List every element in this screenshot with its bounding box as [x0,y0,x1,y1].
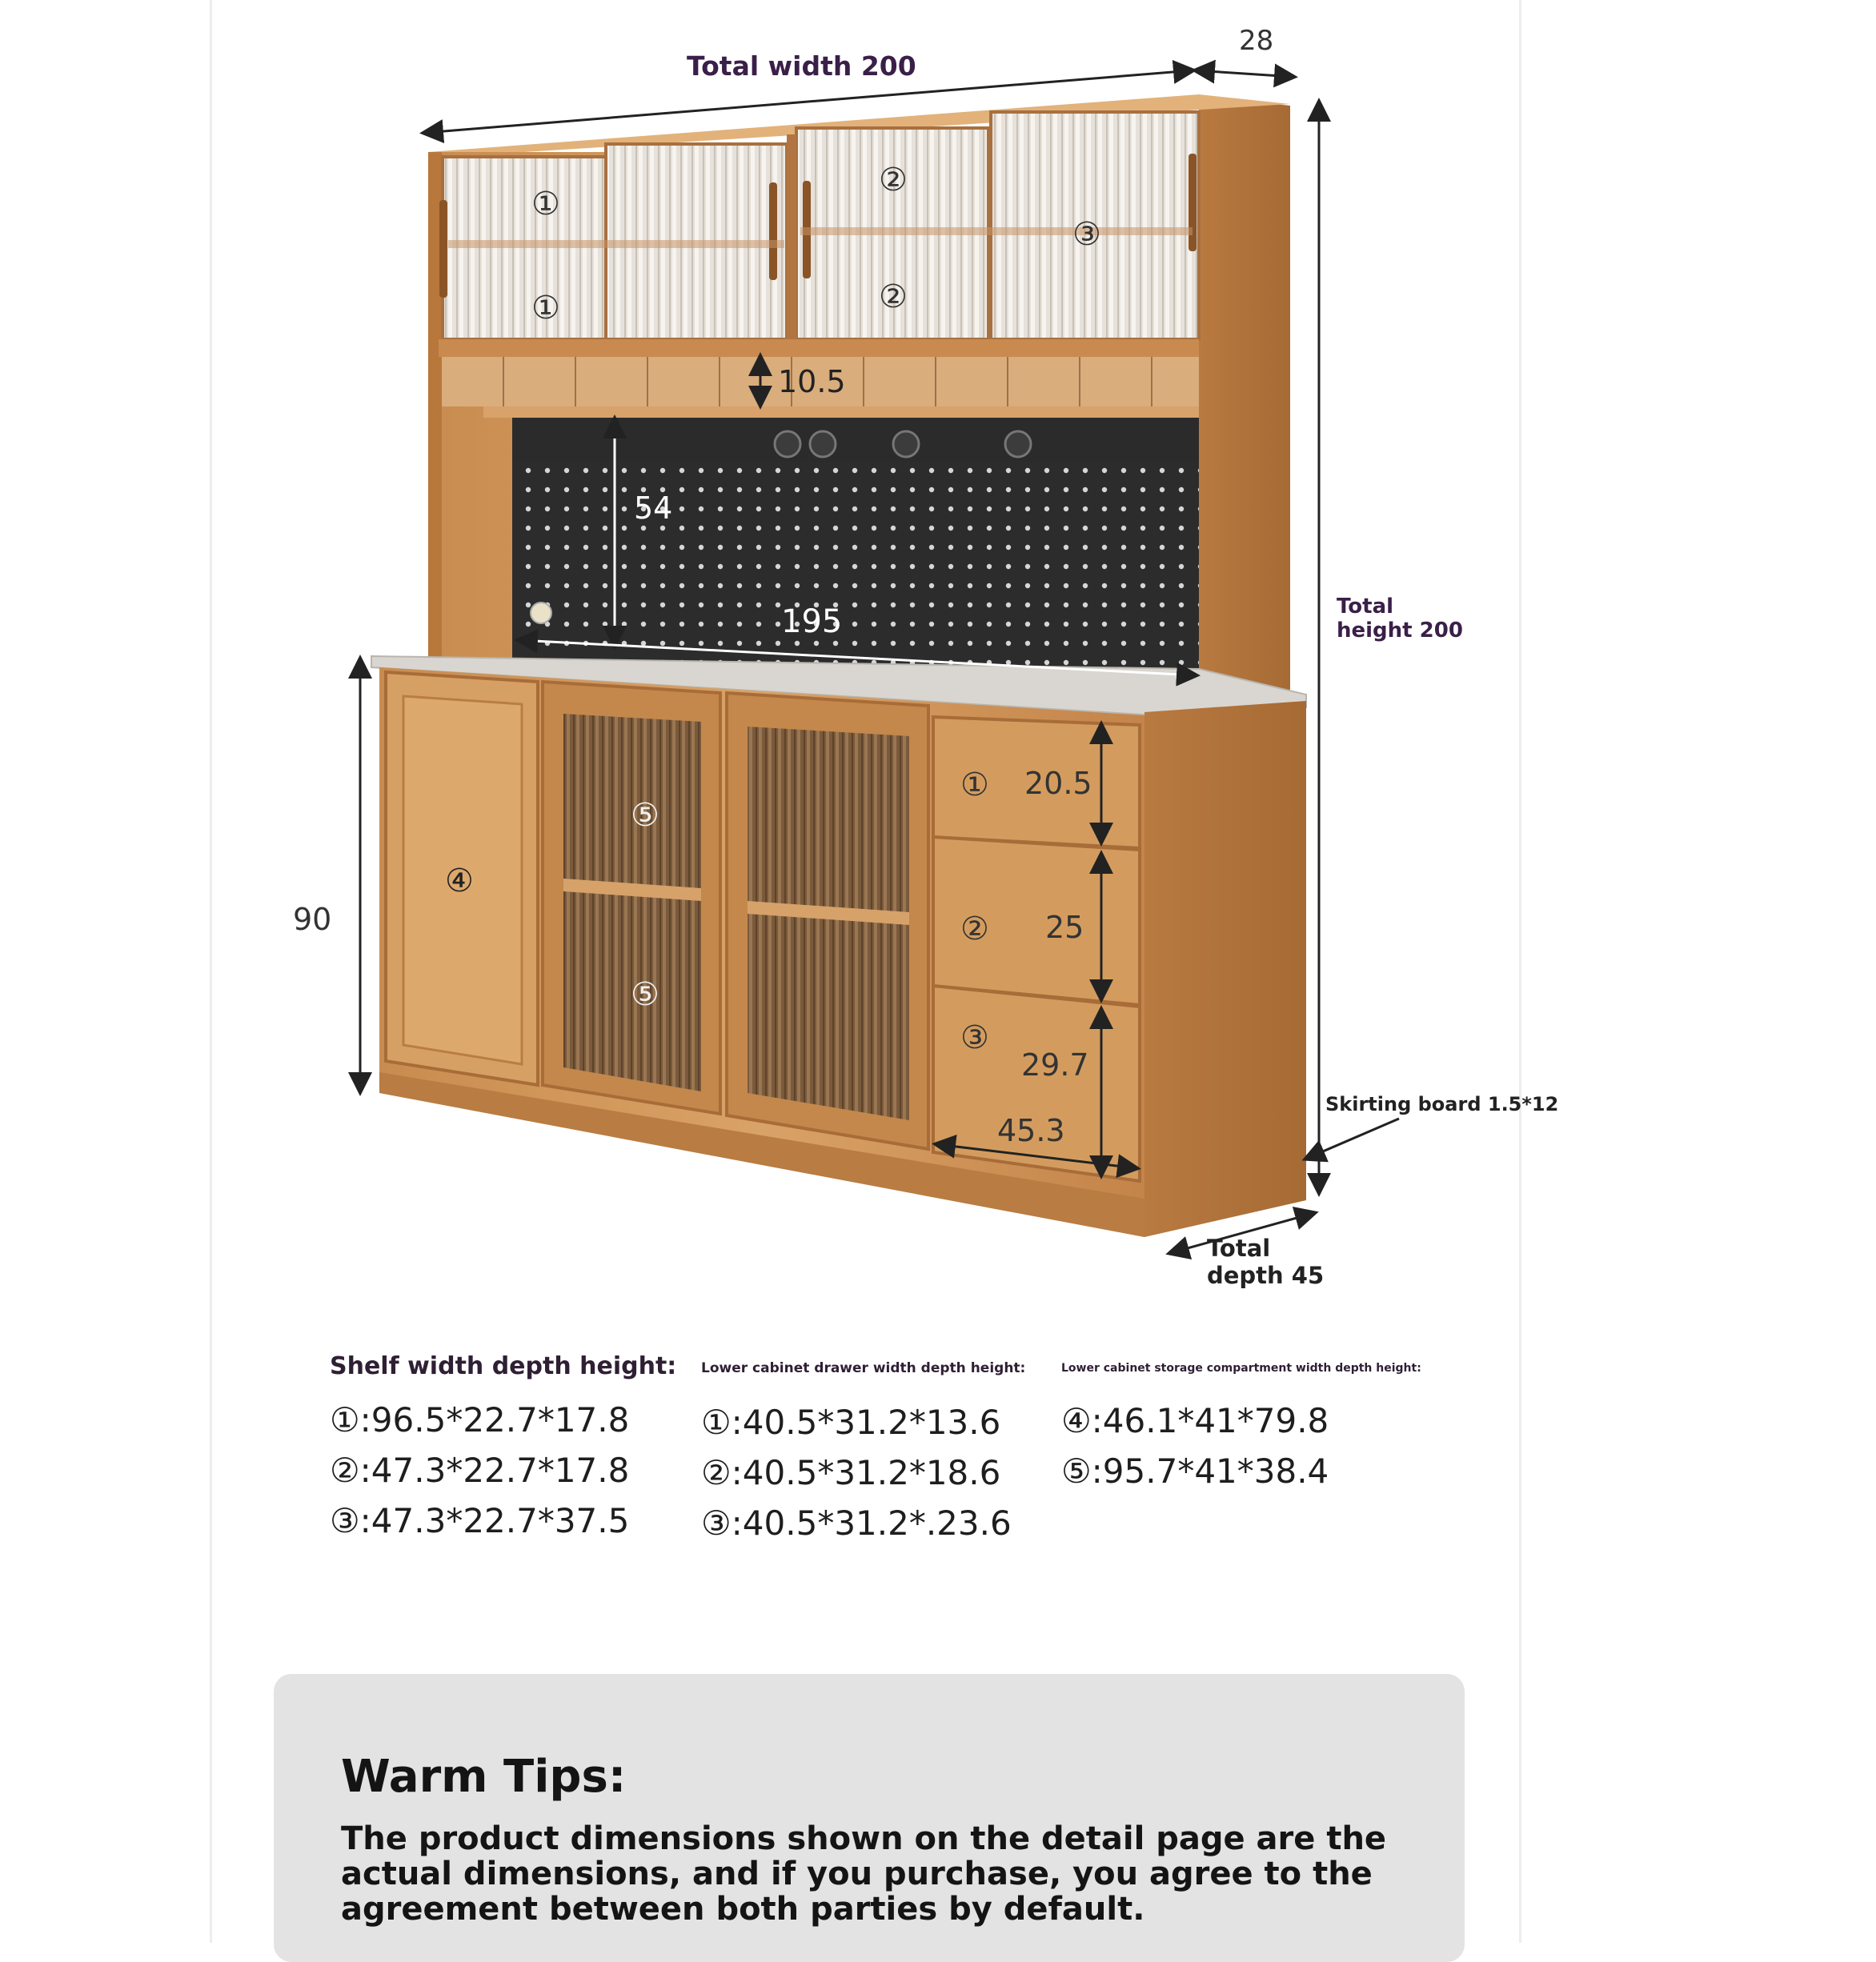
total-depth-label-2: depth 45 [1207,1262,1325,1289]
storage-spec-heading: Lower cabinet storage compartment width depth height: [1061,1362,1421,1375]
door-divider [787,134,796,339]
total-depth-label-1: Total [1207,1235,1271,1262]
top-depth-label: 28 [1239,25,1274,57]
shelf-gap-label: 10.5 [778,364,846,399]
marker-shelf-1a: ① [531,186,560,222]
shelf-spec-row: ②:47.3*22.7*17.8 [330,1451,630,1490]
drawer-width-label: 45.3 [997,1113,1065,1148]
drawer-spec-row: ③:40.5*31.2*.23.6 [701,1504,1012,1543]
drawer-spec-row: ②:40.5*31.2*18.6 [701,1453,1001,1492]
inner-shelf-left [448,240,784,248]
marker-drawer-2: ② [960,911,989,947]
pegboard-hook-2 [810,431,836,457]
lower-height-label: 90 [293,902,332,937]
shelf-spec-row: ③:47.3*22.7*37.5 [330,1501,630,1540]
marker-storage-5b: ⑤ [631,976,659,1013]
drawer-spec-heading: Lower cabinet drawer width depth height: [701,1360,1026,1376]
drawer2-height-label: 25 [1045,910,1084,945]
warm-tips-box [274,1674,1465,1962]
hutch-side-panel [1199,96,1290,690]
lower-glass-1 [563,714,701,1091]
marker-drawer-1: ① [960,767,989,803]
shelf-spec-heading: Shelf width depth height: [330,1352,677,1380]
pegboard-hook-1 [775,431,800,457]
top-depth-line [1196,70,1293,77]
lower-glass-2 [748,727,909,1120]
light-switch[interactable] [531,603,551,623]
lower-side-panel [1144,701,1306,1237]
warm-tips-title: Warm Tips: [341,1751,627,1803]
middle-open-shelf [483,406,1199,418]
marker-storage-5a: ⑤ [631,797,659,834]
marker-shelf-2b: ② [879,278,908,315]
marker-shelf-3: ③ [1072,216,1101,253]
drawer3-height-label: 29.7 [1021,1047,1089,1083]
drawer1-height-label: 20.5 [1024,766,1092,801]
drawer-3[interactable] [933,986,1140,1181]
total-height-label-2: height 200 [1337,619,1463,643]
storage-spec-row: ④:46.1*41*79.8 [1061,1401,1329,1440]
warm-tips-body: The product dimensions shown on the detail page are the actual dimensions, and if you purchase, you agree to the agreement between both parties by default. [341,1820,1387,1928]
shelf-spec-row: ①:96.5*22.7*17.8 [330,1400,630,1439]
marker-shelf-2a: ② [879,162,908,198]
total-width-label: Total width 200 [687,50,916,82]
drawer-spec-row: ①:40.5*31.2*13.6 [701,1403,1001,1442]
pegboard-width-label: 195 [781,603,843,640]
drawer-spec-column [701,1360,1025,1548]
total-height-label-1: Total [1337,595,1394,619]
shelf-spec-column [330,1352,676,1546]
pegboard-height-label: 54 [634,490,673,526]
marker-storage-4: ④ [445,863,474,899]
pegboard-hook-4 [1005,431,1031,457]
storage-spec-row: ⑤:95.7*41*38.4 [1061,1451,1329,1491]
inner-shelf-right [800,227,1193,235]
storage-spec-column [1061,1362,1421,1496]
door-handle-2[interactable] [769,182,777,280]
door-handle-4[interactable] [1189,154,1197,251]
marker-shelf-1b: ① [531,290,560,326]
marker-drawer-3: ③ [960,1019,989,1056]
skirting-label: Skirting board 1.5*12 [1325,1093,1559,1115]
pegboard-hook-3 [893,431,919,457]
door-handle-1[interactable] [439,200,447,298]
upper-open-shelf-bottom [439,339,1199,357]
